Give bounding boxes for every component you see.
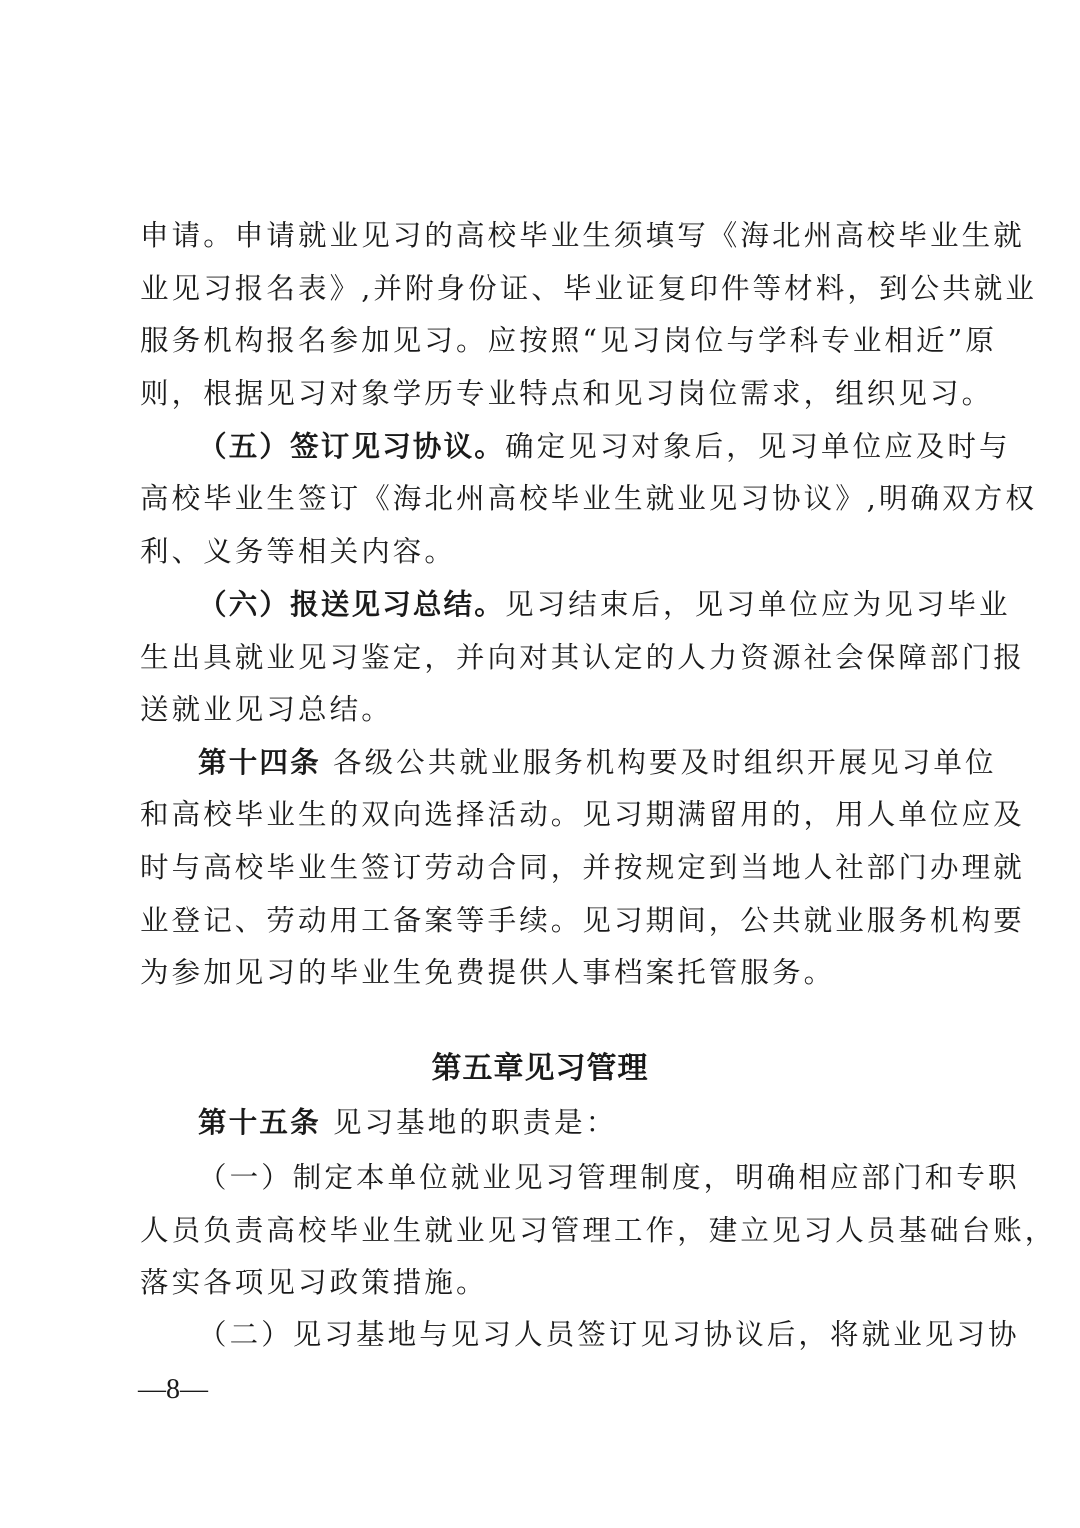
paragraph-line: 时与高校毕业生签订劳动合同，并按规定到当地人社部门办理就 <box>140 851 1025 884</box>
clause-five-first-line <box>198 430 1011 464</box>
paragraph-line: 业见习报名表》,并附身份证、毕业证复印件等材料，到公共就业 <box>140 272 1037 305</box>
page-number: —8— <box>138 1374 208 1405</box>
clause-six-heading: （六）报送见习总结。 <box>198 588 506 621</box>
paragraph-line: 为参加见习的毕业生免费提供人事档案托管服务。 <box>140 956 836 989</box>
paragraph-line: 业登记、劳动用工备案等手续。见习期间，公共就业服务机构要 <box>140 904 1025 937</box>
article-fifteen-heading: 第十五条 <box>198 1106 321 1139</box>
clause-five-heading: （五）签订见习协议。 <box>198 430 506 463</box>
paragraph-line: 利、义务等相关内容。 <box>140 535 457 568</box>
paragraph-line: 高校毕业生签订《海北州高校毕业生就业见习协议》,明确双方权 <box>140 482 1037 515</box>
paragraph-line: 送就业见习总结。 <box>140 693 393 726</box>
paragraph-line: 则，根据见习对象学历专业特点和见习岗位需求，组织见习。 <box>140 377 994 410</box>
clause-six-first-line <box>198 588 1011 622</box>
item-two-first-line: （二）见习基地与见习人员签订见习协议后，将就业见习协 <box>198 1318 1020 1351</box>
chapter-title: 第五章见习管理 <box>431 1051 649 1086</box>
paragraph-line: 人员负责高校毕业生就业见习管理工作，建立见习人员基础台账， <box>140 1214 1057 1247</box>
article-fourteen-first-line <box>198 746 997 780</box>
paragraph-line: 服务机构报名参加见习。应按照“见习岗位与学科专业相近”原 <box>140 324 997 357</box>
paragraph-line: 申请。申请就业见习的高校毕业生须填写《海北州高校毕业生就 <box>140 219 1025 252</box>
paragraph-line: 落实各项见习政策措施。 <box>140 1266 488 1299</box>
article-fourteen-text: 各级公共就业服务机构要及时组织开展见习单位 <box>320 746 997 779</box>
clause-six-text: 见习结束后，见习单位应为见习毕业 <box>505 588 1011 621</box>
paragraph-line: 生出具就业见习鉴定，并向对其认定的人力资源社会保障部门报 <box>140 641 1025 674</box>
article-fourteen-heading: 第十四条 <box>198 746 321 779</box>
article-fifteen-text: 见习基地的职责是： <box>320 1106 618 1139</box>
clause-five-text: 确定见习对象后，见习单位应及时与 <box>505 430 1011 463</box>
item-one-first-line: （一）制定本单位就业见习管理制度，明确相应部门和专职 <box>198 1161 1020 1194</box>
article-fifteen-line <box>198 1106 617 1140</box>
paragraph-line: 和高校毕业生的双向选择活动。见习期满留用的，用人单位应及 <box>140 798 1025 831</box>
